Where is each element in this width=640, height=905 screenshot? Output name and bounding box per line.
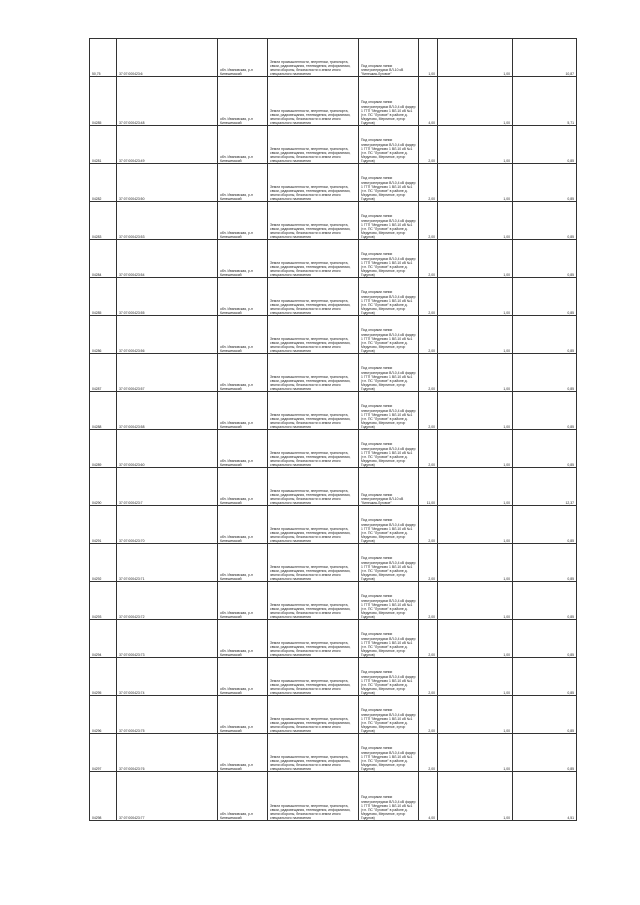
land-category-cell: Земли промышленности, энергетики, транспорта, связи, радиовещания, телевидения, информатики, земли обороны, безопасности и земли иного специального назначения [268,506,359,544]
value-b-cell: 0,85 [513,316,577,354]
row-number-cell: 04294 [90,620,117,658]
cadastral-number-cell: 37:07:000423:72 [117,582,218,620]
cadastral-number-cell: 37:07:000423:77 [117,772,218,821]
area-cell: 2,00 [419,734,438,772]
land-category-cell: Земли промышленности, энергетики, транспорта, связи, радиовещания, телевидения, информатики, земли обороны, безопасности и земли иного специального назначения [268,430,359,468]
table-row [90,734,577,772]
value-a-cell: 1,00 [438,392,513,430]
table-row [90,468,577,506]
permitted-use-cell: Под опорами линии электропередачи ВЛ-0,4 кВ фидер 1 ГТП "Медуново 1 ВЛ-10 кВ №1 (т.п. ПС "Луговое" в районе д. Медуново, Мерлиное, хутор Годунов) [359,126,419,164]
permitted-use-cell: Под опорами линии электропередачи ВЛ-0,4 кВ фидер 1 ГТП "Медуново 1 ВЛ-10 кВ №1 (т.п. ПС "Луговое" в районе д. Медуново, Мерлиное, хутор Годунов) [359,164,419,202]
permitted-use-cell: Под опорами линии электропередачи ВЛ-0,4 кВ фидер 1 ГТП "Медуново 1 ВЛ-10 кВ №1 (т.п. ПС "Луговое" в районе д. Медуново, Мерлиное, хутор Годунов) [359,658,419,696]
permitted-use-cell: Под опорами линии электропередачи ВЛ-0,4 кВ фидер 1 ГТП "Медуново 1 ВЛ-10 кВ №1 (т.п. ПС "Луговое" в районе д. Медуново, Мерлиное, хутор Годунов) [359,506,419,544]
permitted-use-cell: Под опорами линии электропередачи ВЛ-0,4 кВ фидер 1 ГТП "Медуново 1 ВЛ-10 кВ №1 (т.п. ПС "Луговое" в районе д. Медуново, Мерлиное, хутор Годунов) [359,392,419,430]
value-a-cell: 1,00 [438,772,513,821]
table-row [90,202,577,240]
address-cell: обл. Ивановская, р-н Кинешемский [218,734,268,772]
value-b-cell: 0,85 [513,734,577,772]
value-a-cell: 1,00 [438,126,513,164]
area-cell: 2,00 [419,582,438,620]
area-cell: 2,00 [419,544,438,582]
row-number-cell: 04291 [90,506,117,544]
row-number-cell: 04296 [90,696,117,734]
value-a-cell: 1,00 [438,354,513,392]
area-cell: 2,00 [419,278,438,316]
value-b-cell: 0,85 [513,582,577,620]
value-a-cell: 1,00 [438,430,513,468]
address-cell: обл. Ивановская, р-н Кинешемский [218,278,268,316]
value-b-cell: 0,85 [513,696,577,734]
table-row [90,240,577,278]
row-number-cell: 04284 [90,240,117,278]
value-a-cell: 1,00 [438,544,513,582]
land-category-cell: Земли промышленности, энергетики, транспорта, связи, радиовещания, телевидения, информатики, земли обороны, безопасности и земли иного специального назначения [268,164,359,202]
table-row [90,772,577,821]
permitted-use-cell: Под опорами линии электропередачи ВЛ-0,4 кВ фидер 1 ГТП "Медуново 1 ВЛ-10 кВ №1 (т.п. ПС "Луговое" в районе д. Медуново, Мерлиное, хутор Годунов) [359,430,419,468]
value-b-cell: 0,85 [513,430,577,468]
value-b-cell: 0,85 [513,354,577,392]
table-row [90,696,577,734]
permitted-use-cell: Под опорами линии электропередачи ВЛ-0,4 кВ фидер 1 ГТП "Медуново 1 ВЛ-10 кВ №1 (т.п. ПС "Луговое" в районе д. Медуново, Мерлиное, хутор Годунов) [359,544,419,582]
value-b-cell: 0,85 [513,392,577,430]
area-cell: 2,00 [419,316,438,354]
land-category-cell: Земли промышленности, энергетики, транспорта, связи, радиовещания, телевидения, информатики, земли обороны, безопасности и земли иного специального назначения [268,468,359,506]
area-cell: 11,00 [419,468,438,506]
row-number-cell: 04289 [90,430,117,468]
area-cell: 2,00 [419,202,438,240]
permitted-use-cell: Под опорами линии электропередачи ВЛ-0,4 кВ фидер 1 ГТП "Медуново 1 ВЛ-10 кВ №1 (т.п. ПС "Луговое" в районе д. Медуново, Мерлиное, хутор Годунов) [359,696,419,734]
permitted-use-cell: Под опорами линии электропередачи ВЛ-0,4 кВ фидер 1 ГТП "Медуново 1 ВЛ-10 кВ №1 (т.п. ПС "Луговое" в районе д. Медуново, Мерлиное, хутор Годунов) [359,278,419,316]
area-cell: 2,00 [419,696,438,734]
permitted-use-cell: Под опорами линии электропередачи ВЛ-0,4 кВ фидер 1 ГТП "Медуново 1 ВЛ-10 кВ №1 (т.п. ПС "Луговое" в районе д. Медуново, Мерлиное, хутор Годунов) [359,316,419,354]
cadastral-number-cell: 37:07:000423:73 [117,620,218,658]
permitted-use-cell: Под опорами линии электропередачи ВЛ-0,4 кВ фидер 1 ГТП "Медуново 1 ВЛ-10 кВ №1 (т.п. ПС "Луговое" в районе д. Медуново, Мерлиное, хутор Годунов) [359,620,419,658]
value-b-cell: 10,87 [513,39,577,77]
row-number-cell: 04286 [90,316,117,354]
value-a-cell: 1,00 [438,696,513,734]
land-category-cell: Земли промышленности, энергетики, транспорта, связи, радиовещания, телевидения, информатики, земли обороны, безопасности и земли иного специального назначения [268,39,359,77]
cadastral-number-cell: 37:07:000423:74 [117,658,218,696]
value-b-cell: 0,85 [513,506,577,544]
cadastral-number-cell: 37:07:000423:7 [117,468,218,506]
cadastral-number-cell: 37:07:000423:56 [117,316,218,354]
table-row [90,544,577,582]
cadastral-number-cell: 37:07:000423:6 [117,39,218,77]
land-category-cell: Земли промышленности, энергетики, транспорта, связи, радиовещания, телевидения, информатики, земли обороны, безопасности и земли иного специального назначения [268,582,359,620]
address-cell: обл. Ивановская, р-н Кинешемский [218,39,268,77]
value-b-cell: 0,85 [513,164,577,202]
land-category-cell: Земли промышленности, энергетики, транспорта, связи, радиовещания, телевидения, информатики, земли обороны, безопасности и земли иного специального назначения [268,77,359,126]
permitted-use-cell: Под опорами линии электропередачи ВЛ-10 кВ "Кинешма-Луговое" [359,39,419,77]
area-cell: 2,00 [419,658,438,696]
row-number-cell: 04290 [90,468,117,506]
value-a-cell: 1,00 [438,582,513,620]
area-cell: 2,00 [419,430,438,468]
land-category-cell: Земли промышленности, энергетики, транспорта, связи, радиовещания, телевидения, информатики, земли обороны, безопасности и земли иного специального назначения [268,202,359,240]
value-b-cell: 0,85 [513,240,577,278]
value-b-cell: 0,85 [513,658,577,696]
address-cell: обл. Ивановская, р-н Кинешемский [218,658,268,696]
permitted-use-cell: Под опорами линии электропередачи ВЛ-0,4 кВ фидер 1 ГТП "Медуново 1 ВЛ-10 кВ №1 (т.п. ПС "Луговое" в районе д. Медуново, Мерлиное, хутор Годунов) [359,582,419,620]
permitted-use-cell: Под опорами линии электропередачи ВЛ-0,4 кВ фидер 1 ГТП "Медуново 1 ВЛ-10 кВ №1 (т.п. ПС "Луговое" в районе д. Медуново, Мерлиное, хутор Годунов) [359,77,419,126]
land-category-cell: Земли промышленности, энергетики, транспорта, связи, радиовещания, телевидения, информатики, земли обороны, безопасности и земли иного специального назначения [268,734,359,772]
cadastral-number-cell: 37:07:000423:54 [117,240,218,278]
table-row [90,316,577,354]
table-row [90,430,577,468]
land-category-cell: Земли промышленности, энергетики, транспорта, связи, радиовещания, телевидения, информатики, земли обороны, безопасности и земли иного специального назначения [268,392,359,430]
value-a-cell: 1,00 [438,620,513,658]
value-a-cell: 1,00 [438,316,513,354]
row-number-cell: 04297 [90,734,117,772]
address-cell: обл. Ивановская, р-н Кинешемский [218,544,268,582]
land-category-cell: Земли промышленности, энергетики, транспорта, связи, радиовещания, телевидения, информатики, земли обороны, безопасности и земли иного специального назначения [268,240,359,278]
table-row [90,354,577,392]
permitted-use-cell: Под опорами линии электропередачи ВЛ-0,4 кВ фидер 1 ГТП "Медуново 1 ВЛ-10 кВ №1 (т.п. ПС "Луговое" в районе д. Медуново, Мерлиное, хутор Годунов) [359,202,419,240]
row-number-cell: 04285 [90,278,117,316]
address-cell: обл. Ивановская, р-н Кинешемский [218,582,268,620]
table-row [90,164,577,202]
row-number-cell: 04293 [90,582,117,620]
permitted-use-cell: Под опорами линии электропередачи ВЛ-0,4 кВ фидер 1 ГТП "Медуново 1 ВЛ-10 кВ №1 (т.п. ПС "Луговое" в районе д. Медуново, Мерлиное, хутор Годунов) [359,734,419,772]
table-row [90,278,577,316]
row-number-cell: 04287 [90,354,117,392]
value-a-cell: 1,00 [438,39,513,77]
land-category-cell: Земли промышленности, энергетики, транспорта, связи, радиовещания, телевидения, информатики, земли обороны, безопасности и земли иного специального назначения [268,126,359,164]
cadastral-number-cell: 37:07:000423:75 [117,696,218,734]
value-b-cell: 0,85 [513,126,577,164]
value-a-cell: 1,00 [438,278,513,316]
row-number-cell: 04298 [90,772,117,821]
row-number-cell: 04295 [90,658,117,696]
address-cell: обл. Ивановская, р-н Кинешемский [218,164,268,202]
area-cell: 2,00 [419,506,438,544]
permitted-use-cell: Под опорами линии электропередачи ВЛ-0,4 кВ фидер 1 ГТП "Медуново 1 ВЛ-10 кВ №1 (т.п. ПС "Луговое" в районе д. Медуново, Мерлиное, хутор Годунов) [359,240,419,278]
value-a-cell: 1,00 [438,468,513,506]
cadastral-number-cell: 37:07:000423:58 [117,392,218,430]
value-a-cell: 1,00 [438,202,513,240]
row-number-cell: 04281 [90,126,117,164]
value-b-cell: 0,85 [513,620,577,658]
value-b-cell: 5,71 [513,77,577,126]
row-number-cell: 04282 [90,164,117,202]
area-cell: 4,00 [419,77,438,126]
table-row [90,126,577,164]
address-cell: обл. Ивановская, р-н Кинешемский [218,430,268,468]
table-row [90,39,577,77]
cadastral-number-cell: 37:07:000423:48 [117,77,218,126]
land-category-cell: Земли промышленности, энергетики, транспорта, связи, радиовещания, телевидения, информатики, земли обороны, безопасности и земли иного специального назначения [268,316,359,354]
address-cell: обл. Ивановская, р-н Кинешемский [218,620,268,658]
table-row [90,77,577,126]
land-plots-table [89,38,577,821]
value-a-cell: 1,00 [438,658,513,696]
address-cell: обл. Ивановская, р-н Кинешемский [218,354,268,392]
value-a-cell: 1,00 [438,77,513,126]
address-cell: обл. Ивановская, р-н Кинешемский [218,316,268,354]
land-category-cell: Земли промышленности, энергетики, транспорта, связи, радиовещания, телевидения, информатики, земли обороны, безопасности и земли иного специального назначения [268,354,359,392]
permitted-use-cell: Под опорами линии электропередачи ВЛ-0,4 кВ фидер 1 ГТП "Медуново 1 ВЛ-10 кВ №1 (т.п. ПС "Луговое" в районе д. Медуново, Мерлиное, хутор Годунов) [359,354,419,392]
area-cell: 2,00 [419,240,438,278]
land-plots-table-body [90,39,577,821]
value-a-cell: 1,00 [438,164,513,202]
area-cell: 2,00 [419,620,438,658]
value-b-cell: 0,85 [513,202,577,240]
table-row [90,392,577,430]
land-category-cell: Земли промышленности, энергетики, транспорта, связи, радиовещания, телевидения, информатики, земли обороны, безопасности и земли иного специального назначения [268,620,359,658]
cadastral-number-cell: 37:07:000423:70 [117,506,218,544]
address-cell: обл. Ивановская, р-н Кинешемский [218,77,268,126]
row-number-cell: 50,75 [90,39,117,77]
value-b-cell: 0,85 [513,544,577,582]
cadastral-number-cell: 37:07:000423:57 [117,354,218,392]
land-category-cell: Земли промышленности, энергетики, транспорта, связи, радиовещания, телевидения, информатики, земли обороны, безопасности и земли иного специального назначения [268,696,359,734]
cadastral-number-cell: 37:07:000423:60 [117,430,218,468]
value-b-cell: 12,37 [513,468,577,506]
table-row [90,620,577,658]
row-number-cell: 04288 [90,392,117,430]
land-category-cell: Земли промышленности, энергетики, транспорта, связи, радиовещания, телевидения, информатики, земли обороны, безопасности и земли иного специального назначения [268,658,359,696]
permitted-use-cell: Под опорами линии электропередачи ВЛ-0,4 кВ фидер 1 ГТП "Медуново 1 ВЛ-10 кВ №1 (т.п. ПС "Луговое" в районе д. Медуново, Мерлиное, хутор Годунов) [359,772,419,821]
table-row [90,658,577,696]
table-row [90,506,577,544]
cadastral-number-cell: 37:07:000423:71 [117,544,218,582]
permitted-use-cell: Под опорами линии электропередачи ВЛ-10 кВ "Кинешма-Луговое" [359,468,419,506]
value-a-cell: 1,00 [438,506,513,544]
cadastral-number-cell: 37:07:000423:55 [117,278,218,316]
value-a-cell: 1,00 [438,734,513,772]
row-number-cell: 04292 [90,544,117,582]
cadastral-number-cell: 37:07:000423:76 [117,734,218,772]
land-category-cell: Земли промышленности, энергетики, транспорта, связи, радиовещания, телевидения, информатики, земли обороны, безопасности и земли иного специального назначения [268,544,359,582]
address-cell: обл. Ивановская, р-н Кинешемский [218,772,268,821]
cadastral-number-cell: 37:07:000423:49 [117,126,218,164]
area-cell: 1,00 [419,39,438,77]
cadastral-number-cell: 37:07:000423:53 [117,202,218,240]
land-category-cell: Земли промышленности, энергетики, транспорта, связи, радиовещания, телевидения, информатики, земли обороны, безопасности и земли иного специального назначения [268,772,359,821]
area-cell: 2,00 [419,392,438,430]
area-cell: 2,00 [419,126,438,164]
address-cell: обл. Ивановская, р-н Кинешемский [218,468,268,506]
area-cell: 4,00 [419,772,438,821]
address-cell: обл. Ивановская, р-н Кинешемский [218,696,268,734]
row-number-cell: 04285 [90,77,117,126]
table-row [90,582,577,620]
address-cell: обл. Ивановская, р-н Кинешемский [218,126,268,164]
value-b-cell: 4,51 [513,772,577,821]
land-category-cell: Земли промышленности, энергетики, транспорта, связи, радиовещания, телевидения, информатики, земли обороны, безопасности и земли иного специального назначения [268,278,359,316]
value-a-cell: 1,00 [438,240,513,278]
value-b-cell: 0,85 [513,278,577,316]
row-number-cell: 04283 [90,202,117,240]
area-cell: 2,00 [419,164,438,202]
address-cell: обл. Ивановская, р-н Кинешемский [218,392,268,430]
address-cell: обл. Ивановская, р-н Кинешемский [218,240,268,278]
cadastral-number-cell: 37:07:000423:50 [117,164,218,202]
address-cell: обл. Ивановская, р-н Кинешемский [218,506,268,544]
area-cell: 2,00 [419,354,438,392]
address-cell: обл. Ивановская, р-н Кинешемский [218,202,268,240]
